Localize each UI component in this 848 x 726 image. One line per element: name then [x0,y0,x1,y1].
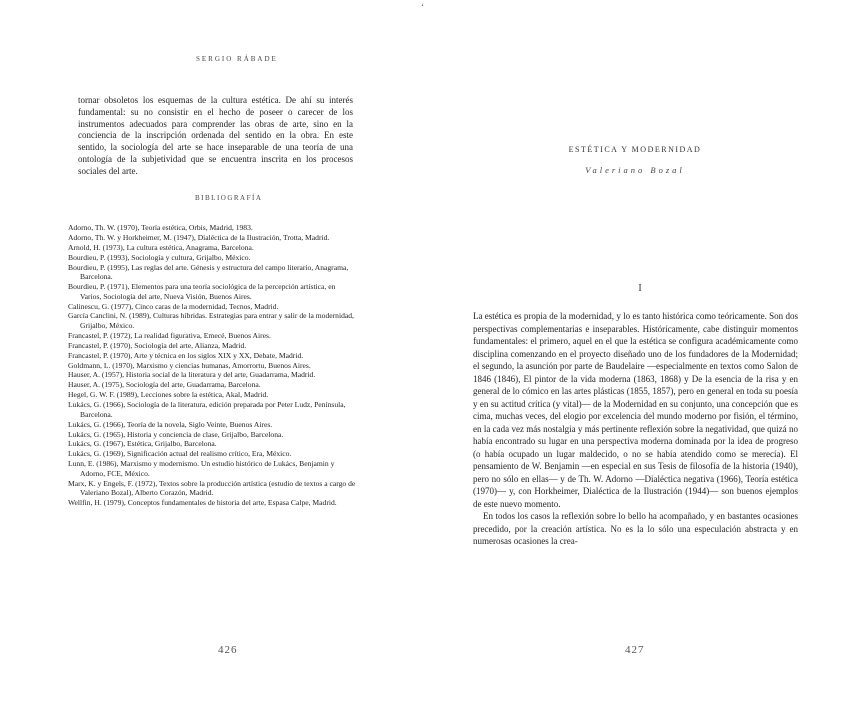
bibliography-entry: Hegel, G. W. F. (1989), Lecciones sobre la estética, Akal, Madrid. [68,390,269,400]
body-paragraph: La estética es propia de la modernidad, y lo es tanto histórica como teóricamente. Son dos perspectivas complementarias e inseparables. Históricamente, cabe distinguir momentos fundamentales: el primero, aquel en el que la estética se configura académicamente como disciplina comenzando en el proyecto diseñado uno de los fundadores de la Modernidad; el segundo, la asunción por parte de Baudelaire —especialmente en textos como Salon de 1846 (1846), El pintor de la vida moderna (1863, 1868) y De la esencia de la risa y en general de lo cómico en las artes plásticas (1855, 1857), pero en general en toda su poesía y en su actitud crítica (y vital)— de la Modernidad en su conjunto, una concepción que es cima, muchas veces, del elogio por excelencia del mundo moderno por fisión, el término, en la cada vez más nostalgia y más pertinente reflexión sobre la negatividad, que quizá no había encontrado su lugar en una perspectiva moderna dominada por la idea de progreso (o había ocupado un lugar maldecido, o no se había atendido como se merecía). El pensamiento de W. Benjamin —en especial en sus Tesis de filosofía de la historia (1940), pero no sólo en ellas— y de Th. W. Adorno —Dialéctica negativa (1966), Teoría estética (1970)— y, con Horkheimer, Dialéctica de la Ilustración (1944)— son buenos ejemplos de este nuevo momento. [473,311,798,509]
bibliography-entry: Lukács, G. (1966), Sociología de la literatura, edición preparada por Peter Ludz, Península, Barcelona. [68,400,346,419]
bibliography-entry: Adorno, Th. W. (1970), Teoría estética, Orbis, Madrid, 1983. [68,223,253,232]
bibliography-entry: Hauser, A. (1957), Historia social de la literatura y del arte, Guadarrama, Madrid. [68,370,316,380]
bibliography-entry: Goldmann, L. (1970), Marxismo y ciencias humanas, Amorrortu, Buenos Aires. [68,360,311,370]
intro-paragraph: tornar obsoletos los esquemas de la cultura estética. De ahí su interés fundamental: su no consistir en el hecho de poseer o carecer de los instrumentos adecuados para comprender las obras de arte, sino en la conciencia de la inscripción ordenada del sentido en la obra. En este sentido, la sociología del arte se hace inseparable de una teoría de una ontología de la subjetividad que se encuentra inscrita en los procesos sociales del arte. [78,95,353,176]
bibliography-entry: Lukács, G. (1967), Estética, Grijalbo, Barcelona. [68,439,217,449]
bibliography-entry: Calinescu, G. (1977), Cinco caras de la modernidad, Tecnos, Madrid. [68,301,279,311]
bibliography-entry: García Canclini, N. (1989), Culturas híbridas. Estrategias para entrar y salir de la modernidad, Grijalbo, México. [68,311,354,331]
chapter-author: Valeriano Bozal [585,165,685,175]
bibliography-entry: Bourdieu, P. (1971), Elementos para una teoría sociológica de la percepción artística, en Varios, Sociología del arte, Nueva Visión, Buenos Aires. [68,282,336,301]
bibliography-entry: Arnold, H. (1973), La cultura estética, Anagrama, Barcelona. [68,242,254,252]
bibliography-entry: Wellfin, H. (1979), Conceptos fundamentales de historia del arte, Espasa Calpe, Madrid. [68,498,337,508]
body-paragraph: En todos los casos la reflexión sobre lo bello ha acompañado, y en bastantes ocasiones precedido, por la creación artística. No es la lo sólo una especulación abstracta y en numerosas ocasiones la crea- [473,511,798,546]
bibliography-list [68,223,356,508]
page-number-right: 427 [625,644,645,656]
bibliography-entry: Bourdieu, P. (1993), Sociología y cultura, Grijalbo, México. [68,252,251,262]
section-number: I [638,283,642,294]
bibliography-entry: Bourdieu, P. (1995), Las reglas del arte. Génesis y estructura del campo literario, Anagrama, Barcelona. [68,262,349,282]
bibliography-entry: Hauser, A. (1975), Sociología del arte, Guadarrama, Barcelona. [68,380,261,390]
chapter-body [473,310,798,548]
chapter-title: ESTÉTICA Y MODERNIDAD [568,145,702,154]
bibliography-entry: Francastel, P. (1970), Arte y técnica en los siglos XIX y XX, Debate, Madrid. [68,350,304,360]
bibliography-entry: Adorno, Th. W. y Horkheimer, M. (1947), Dialéctica de la Ilustración, Trotta, Madrid. [68,232,330,242]
bibliography-entry: Lukács, G. (1965), Historia y conciencia de clase, Grijalbo, Barcelona. [68,429,284,439]
running-head: SERGIO RÁBADE [196,55,278,63]
right-page [428,0,848,726]
bibliography-entry: Lunn, E. (1986), Marxismo y modernismo. Un estudio histórico de Lukács, Benjamin y Adorno, FCE, México. [68,459,335,478]
page-number-left: 426 [218,644,238,656]
bibliography-entry: Francastel, P. (1972), La realidad figurativa, Emecé, Buenos Aires. [68,330,271,340]
left-page [0,0,420,726]
bibliography-entry: Francastel, P. (1970), Sociología del arte, Alianza, Madrid. [68,340,247,350]
bibliography-heading: BIBLIOGRAFÍA [195,194,263,202]
bibliography-entry: Lukács, G. (1966), Teoría de la novela, Siglo Veinte, Buenos Aires. [68,419,273,429]
bibliography-entry: Marx, K. y Engels, F. (1972), Textos sobre la producción artística (estudio de textos a cargo de Valeriano Bozal), Alberto Corazón, Madrid. [68,478,356,498]
scan-mark-icon: ʻ [421,2,424,12]
bibliography-entry: Lukács, G. (1969), Significación actual del realismo crítico, Era, México. [68,449,292,459]
book-gutter [421,0,427,726]
